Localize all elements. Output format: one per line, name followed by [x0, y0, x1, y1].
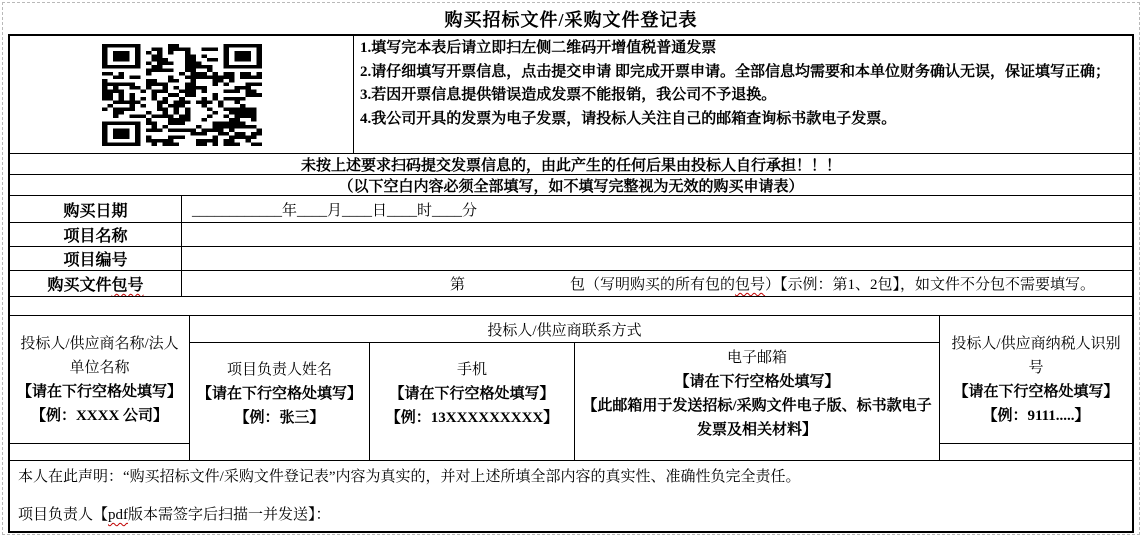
bidder-header-row: [10, 316, 1132, 444]
qr-code-icon: [102, 44, 262, 146]
warning-text-2: （以下空白内容必须全部填写，如不填写完整视为无效的购买申请表）: [10, 175, 1132, 196]
warning-row-2: [10, 175, 1132, 196]
package-value-mid: 包（写明购买的所有包的: [570, 277, 736, 294]
mobile-input[interactable]: [370, 444, 575, 461]
package-value-first: 第: [450, 277, 466, 294]
print-area-border: [2, 2, 1140, 535]
email-example: 【此邮箱用于发送招标/采购文件电子版、标书款电子发票及相关材料】: [582, 397, 932, 438]
email-header: [575, 343, 939, 444]
project-code-field[interactable]: [182, 247, 1132, 271]
notice-item-1: 1.填写完本表后请立即扫左侧二维码开增值税普通发票: [360, 40, 717, 56]
notice-item-2: 2.请仔细填写开票信息，点击提交申请 即完成开票申请。全部信息均需要和本单位财务确认无误，保证填写正确；: [360, 63, 1111, 80]
warning-row-1: [10, 154, 1132, 175]
signature-pdf-misspell: pdf: [108, 507, 129, 524]
email-hint: 【请在下行空格处填写】: [674, 373, 840, 390]
mobile-example: 【例：13XXXXXXXXX】: [385, 409, 559, 426]
fill-in-row: [10, 444, 1132, 461]
taxpayer-id-input[interactable]: [940, 444, 1132, 461]
manager-name-hint: 【请在下行空格处填写】: [196, 385, 362, 402]
manager-name-header: [190, 343, 370, 444]
mobile-title: 手机: [456, 361, 487, 378]
declaration-text: 本人在此声明：“购买招标文件/采购文件登记表”内容为真实的，并对上述所填全部内容的真实性、准确性负完全责任。: [18, 469, 801, 486]
spacer-row: [10, 297, 1132, 316]
taxpayer-id-example: 【例：9111.....】: [982, 407, 1090, 424]
bidder-name-header: [10, 316, 190, 444]
bidder-name-title: 投标人/供应商名称/法人单位名称: [20, 335, 179, 376]
contact-group-header: 投标人/供应商联系方式: [190, 316, 939, 343]
signature-line: [18, 505, 1124, 525]
notice-item-4: 4.我公司开具的发票为电子发票，请投标人关注自己的邮箱查询标书款电子发票。: [360, 110, 897, 127]
package-number-row: [10, 271, 1132, 298]
purchase-date-label: 购买日期: [10, 196, 182, 223]
contact-group: [190, 316, 940, 444]
package-label-misspell: 包号: [111, 277, 144, 295]
manager-name-example: 【例：张三】: [234, 409, 325, 426]
project-code-label: 项目编号: [10, 247, 182, 271]
form-title: 购买招标文件/采购文件登记表: [444, 9, 698, 30]
package-value-rest: ）【示例：第1、2包】，如文件不分包不需要填写。: [765, 277, 1096, 294]
notice-list: [354, 36, 1132, 154]
declaration-cell: [10, 461, 1132, 531]
manager-name-title: 项目负责人姓名: [226, 361, 332, 378]
signature-post: 版本需签字后扫描一并发送】：: [128, 507, 331, 524]
qr-notice-row: [10, 36, 1132, 154]
notice-item-3: 3.若因开票信息提供错误造成发票不能报销，我公司不予退换。: [360, 87, 777, 103]
package-number-label: [10, 271, 182, 298]
taxpayer-id-title: 投标人/供应商纳税人识别号: [951, 335, 1121, 376]
mobile-hint: 【请在下行空格处填写】: [389, 385, 555, 402]
email-title: 电子邮箱: [726, 349, 787, 366]
contact-subheaders: [190, 343, 939, 444]
spacer-cell: [10, 297, 1132, 316]
purchase-date-field[interactable]: ____________年____月____日____时____分: [182, 196, 1132, 223]
bidder-name-input[interactable]: [10, 444, 190, 461]
project-code-row: [10, 247, 1132, 271]
signature-pre: 项目负责人【: [18, 507, 109, 524]
taxpayer-id-hint: 【请在下行空格处填写】: [953, 383, 1119, 400]
package-value-misspell: 包号: [735, 277, 766, 294]
warning-text-1: 未按上述要求扫码提交发票信息的，由此产生的任何后果由投标人自行承担！！！: [10, 154, 1132, 175]
bidder-name-hint: 【请在下行空格处填写】: [16, 383, 182, 400]
project-name-label: 项目名称: [10, 223, 182, 247]
qr-cell: [10, 36, 354, 154]
package-number-field[interactable]: [182, 271, 1132, 298]
project-name-field[interactable]: [182, 223, 1132, 247]
package-label-pre: 购买文件: [47, 277, 112, 295]
project-name-row: [10, 223, 1132, 247]
mobile-header: [370, 343, 575, 444]
email-input[interactable]: [575, 444, 940, 461]
bidder-name-example: 【例：XXXX 公司】: [30, 407, 169, 424]
taxpayer-id-header: [940, 316, 1132, 444]
purchase-date-row: [10, 196, 1132, 223]
declaration-row: [10, 461, 1132, 531]
manager-name-input[interactable]: [190, 444, 370, 461]
registration-table: [8, 34, 1134, 533]
